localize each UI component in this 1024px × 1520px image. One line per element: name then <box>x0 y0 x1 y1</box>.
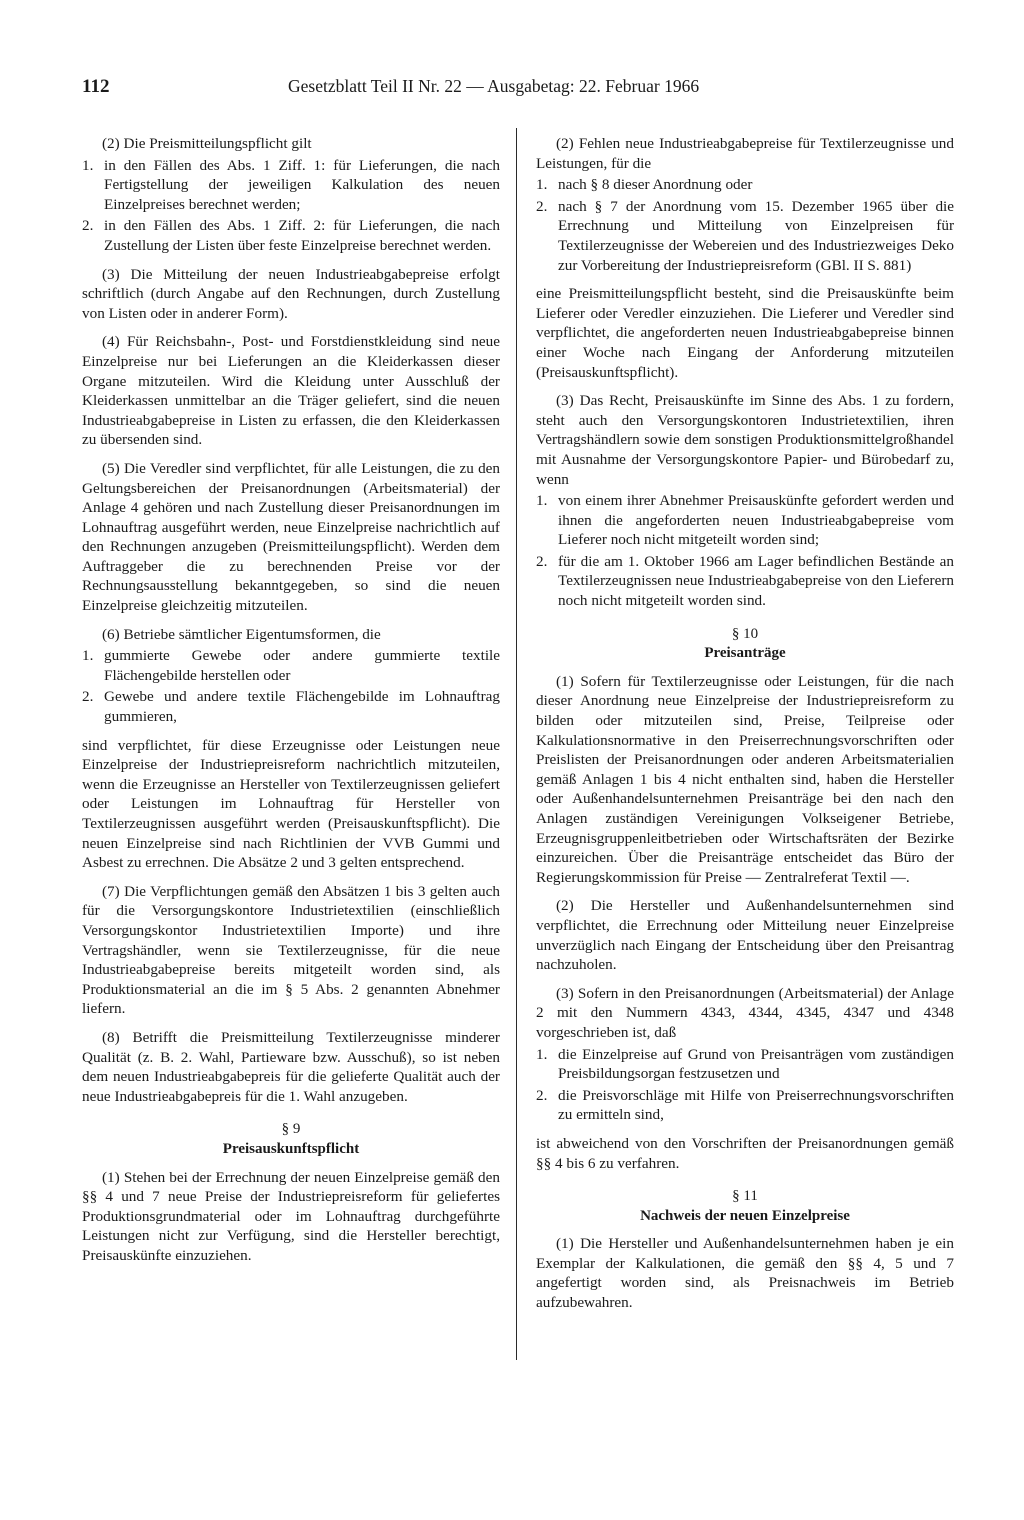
list-item-text: nach § 7 der Anordnung vom 15. Dezember 1965 über die Errechnung und Mitteilung von Einzelpreisen für Textilerzeugnisse der Webereien und des Industriezweiges Deko zur Vorbereitung der Industriepreisreform (GBl. II S. 881) <box>558 197 954 274</box>
column-divider <box>516 128 517 1360</box>
paragraph-2-intro: (2) Die Preismitteilungspflicht gilt <box>102 135 312 152</box>
list-item <box>536 552 954 611</box>
paragraph-6-continuation: sind verpflichtet, für diese Erzeugnisse oder Leistungen neue Einzelpreise der Industriepreisreform nachrichtlich mitzuteilen, wenn die Erzeugnisse an Hersteller von Textilerzeugnissen geliefert oder Leistungen im Lohnauftrag für Hersteller von Textilerzeugnissen ausgeführt werden (Preisauskunftspflicht). Die neuen Einzelpreise sind nach Richtlinien der VVB Gummi und Asbest zu errechnen. Die Absätze 2 und 3 gelten entsprechend. <box>82 736 500 872</box>
list-item-text: in den Fällen des Abs. 1 Ziff. 1: für Lieferungen, die nach Fertigstellung der jeweiligen Kalkulation des neuen Einzelpreises berechnet werden; <box>104 156 500 213</box>
paragraph-7: (7) Die Verpflichtungen gemäß den Absätzen 1 bis 3 gelten auch für die Versorgungskontore Industrietextilien (einschließlich Versorgungskontor Industrietextilien Importe) und ihre Vertragshändler, wenn sie Textilerzeugnisse, für die neue Industrieabgabepreise bereits mitgeteilt worden sind, als Produktionsmaterial an die im § 5 Abs. 2 genannten Abnehmer liefern. <box>82 882 500 1018</box>
section-10-heading <box>536 625 954 664</box>
section-symbol: § 10 <box>731 625 759 642</box>
page-header <box>82 76 962 106</box>
section-9-heading <box>82 1120 500 1159</box>
section-9-paragraph-2-intro: (2) Fehlen neue Industrieabgabepreise für Textilerzeugnisse und Leistungen, für die <box>536 135 954 172</box>
list-item-text: die Einzelpreise auf Grund von Preisanträgen vom zuständigen Preisbildungsorgan festzusetzen und <box>558 1045 954 1083</box>
list-item-number: 2. <box>536 552 548 570</box>
section-9-paragraph-1: (1) Stehen bei der Errechnung der neuen Einzelpreise gemäß den §§ 4 und 7 neue Preise der Industriepreisreform für geliefertes Produktionsgrundmaterial oder im Lohnauftrag durchgeführte Leistungen nicht zur Verfügung, sind die Hersteller berechtigt, Preisauskünfte einzuziehen. <box>82 1168 500 1264</box>
section-11-heading <box>536 1187 954 1226</box>
list-item <box>536 1045 954 1084</box>
list-item <box>82 646 500 685</box>
section-10-paragraph-3-intro: (3) Sofern in den Preisanordnungen (Arbeitsmaterial) der Anlage 2 mit den Nummern 4343, 4344, 4345, 4347 und 4348 vorgeschrieben ist, daß <box>536 984 954 1041</box>
section-10-paragraph-3-list <box>536 1045 954 1125</box>
list-item-text: gummierte Gewebe oder andere gummierte textile Flächengebilde herstellen oder <box>104 647 500 684</box>
section-9-paragraph-3-intro: (3) Das Recht, Preisauskünfte im Sinne des Abs. 1 zu fordern, steht auch den Versorgungskontoren Industrietextilien, ihren Vertragshändlern sowie dem sonstigen Produktionsmittelgroßhandel mit Ausnahme der Versorgungskontore Papier- und Bürobedarf zu, wenn <box>536 392 954 488</box>
list-item-text: von einem ihrer Abnehmer Preisauskünfte gefordert werden und ihnen die angeforderten neuen Industrieabgabepreise vom Lieferer noch nicht mitgeteilt worden sind; <box>558 492 954 549</box>
list-item <box>536 175 954 195</box>
list-item-text: für die am 1. Oktober 1966 am Lager befindlichen Bestände an Textilerzeugnissen neue Industrieabgabepreise von den Lieferern noch nicht mitgeteilt worden sind. <box>558 552 954 610</box>
left-column <box>82 134 500 1274</box>
section-9-paragraph-3-list <box>536 491 954 611</box>
list-item <box>536 197 954 275</box>
paragraph-6-intro: (6) Betriebe sämtlicher Eigentumsformen, die <box>102 625 381 643</box>
paragraph-3: (3) Die Mitteilung der neuen Industrieabgabepreise erfolgt schriftlich (durch Angabe auf den Rechnungen, durch Zustellung von Listen oder in anderer Form). <box>82 265 500 322</box>
list-item-text: Gewebe und andere textile Flächengebilde im Lohnauftrag gummieren, <box>104 688 500 726</box>
list-item-number: 2. <box>82 217 94 235</box>
list-item-text: die Preisvorschläge mit Hilfe von Preiserrechnungsvorschriften zu ermitteln sind, <box>558 1086 954 1124</box>
list-item-text: in den Fällen des Abs. 1 Ziff. 2: für Lieferungen, die nach Zustellung der Listen über feste Einzelpreise berechnet werden. <box>104 217 500 254</box>
section-9-paragraph-2-continuation: eine Preismitteilungspflicht besteht, sind die Preisauskünfte beim Lieferer oder Veredler einzuziehen. Die Lieferer und Veredler sind verpflichtet, die angeforderten neuen Industrieabgabepreise binnen einer Woche nach Eingang der Anforderung mitzuteilen (Preisauskunftspflicht). <box>536 285 954 381</box>
section-title: Nachweis der neuen Einzelpreise <box>640 1207 850 1224</box>
paragraph-5: (5) Die Veredler sind verpflichtet, für alle Leistungen, die zu den Geltungsbereichen der Preisanordnungen (Arbeitsmaterial) der Anlage 4 gehören und nach Zustellung dieser Preisanordnungen im Lohnauftrag ausgeführt werden, neue Einzelpreise nachrichtlich auf den Rechnungen anzugeben (Preismitteilungspflicht). Werden dem Auftraggeber die zu berechnenden Preise vor der Rechnungsausstellung bekanntgegeben, so sind die neuen Einzelpreise gleichzeitig mitzuteilen. <box>82 459 500 615</box>
list-item-text: nach § 8 dieser Anordnung oder <box>558 176 753 194</box>
list-item-number: 1. <box>82 156 94 174</box>
paragraph-6-list <box>82 646 500 726</box>
list-item-number: 2. <box>536 1086 548 1104</box>
list-item <box>536 491 954 550</box>
running-title: Gesetzblatt Teil II Nr. 22 — Ausgabetag: 22. Februar 1966 <box>288 76 700 96</box>
list-item-number: 1. <box>536 1045 548 1063</box>
page-number: 112 <box>82 76 110 97</box>
list-item <box>82 156 500 215</box>
list-item-number: 2. <box>82 688 94 706</box>
list-item <box>82 216 500 255</box>
list-item-number: 1. <box>82 647 94 665</box>
section-11-paragraph-1: (1) Die Hersteller und Außenhandelsunternehmen haben je ein Exemplar der Kalkulationen, die gemäß den §§ 4, 5 und 7 angefertigt worden sind, als Preisnachweis im Betrieb aufzubewahren. <box>536 1235 954 1312</box>
paragraph-2-list <box>82 156 500 256</box>
section-10-paragraph-3-continuation: ist abweichend von den Vorschriften der Preisanordnungen gemäß §§ 4 bis 6 zu verfahren. <box>536 1134 954 1172</box>
list-item-number: 1. <box>536 176 548 194</box>
section-9-paragraph-2-list <box>536 175 954 275</box>
list-item <box>82 687 500 726</box>
list-item-number: 2. <box>536 197 548 215</box>
paragraph-4: (4) Für Reichsbahn-, Post- und Forstdienstkleidung sind neue Einzelpreise nur bei Lieferungen an die Kleiderkassen dieser Organe mitzuteilen. Wird die Kleidung unter Ausschluß der Kleiderkassen unmittelbar an die Träger geliefert, sind die neuen Industrieabgabepreise in Listen zu erfassen, die den Kleiderkassen zu übersenden sind. <box>82 333 500 449</box>
section-10-paragraph-1: (1) Sofern für Textilerzeugnisse oder Leistungen, für die nach dieser Anordnung neue Einzelpreise der Industriepreisreform zu bilden oder mitzuteilen sind, Preise, Teilpreise oder Kalkulationsnormative in den Preiserrechnungsvorschriften oder Preislisten der Preisanordnungen oder anderen Arbeitsmaterialien gemäß Anlagen 1 bis 4 nicht enthalten sind, haben die Hersteller oder Außenhandelsunternehmen Preisanträge bei den nach den Anlagen zuständigen Vereinigungen Volkseigener Betriebe, Erzeugnisgruppenleitbetrieben oder Wirtschaftsräten der Bezirke einzureichen. Über die Preisanträge entscheidet das Büro der Regierungskommission für Preise — Zentralreferat Textil —. <box>536 672 954 886</box>
list-item <box>536 1086 954 1125</box>
section-symbol: § 9 <box>281 1121 301 1138</box>
section-title: Preisauskunftspflicht <box>222 1140 360 1157</box>
section-title: Preisanträge <box>704 645 786 662</box>
right-column <box>536 134 954 1322</box>
section-symbol: § 11 <box>732 1188 758 1205</box>
paragraph-8: (8) Betrifft die Preismitteilung Textilerzeugnisse minderer Qualität (z. B. 2. Wahl, Partieware bzw. Ausschuß), so ist neben dem neuen Industrieabgabepreis für die gelieferte Qualität auch der neue Industrieabgabepreis für die 1. Wahl anzugeben. <box>82 1028 500 1105</box>
list-item-number: 1. <box>536 492 548 510</box>
section-10-paragraph-2: (2) Die Hersteller und Außenhandelsunternehmen sind verpflichtet, die Errechnung oder Mitteilung neuer Einzelpreise unverzüglich nach Eingang der Entscheidung über den Preisantrag nachzuholen. <box>536 897 954 974</box>
